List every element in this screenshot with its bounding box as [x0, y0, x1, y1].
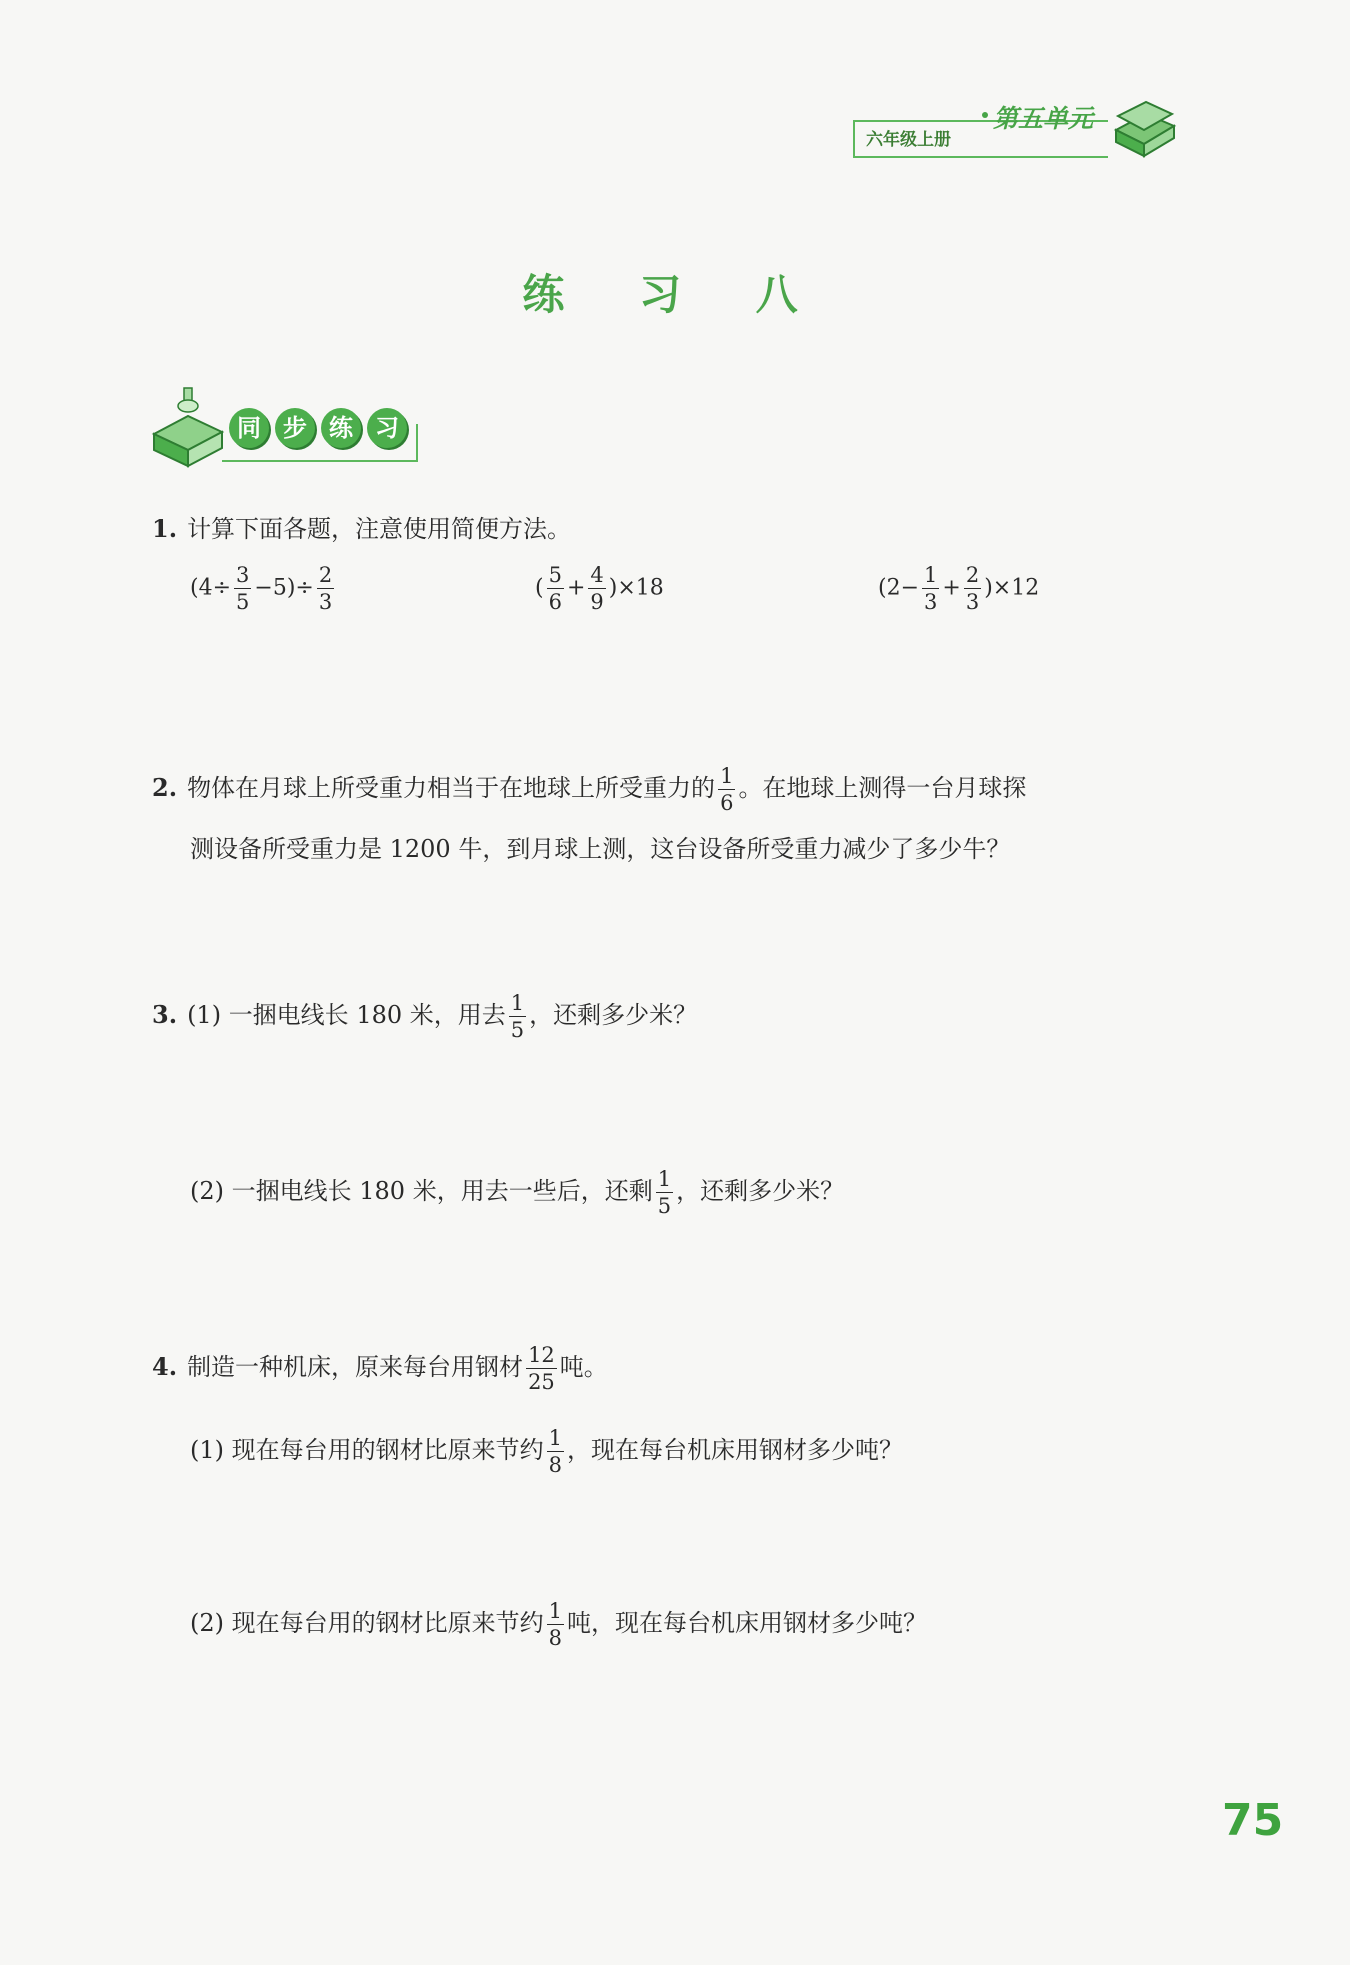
expr-text: −5)÷ — [254, 575, 314, 601]
question-2 — [152, 763, 1026, 816]
fraction: $\frac{5}{6}$ — [548, 563, 562, 614]
expr-text: (2− — [878, 575, 920, 601]
question-4-part-2 — [190, 1598, 927, 1651]
section-badge — [229, 408, 407, 448]
expression-3 — [878, 562, 1039, 615]
unit-label: 第五单元 — [993, 104, 1094, 133]
expression-2 — [535, 562, 664, 615]
question-number: 1. — [152, 514, 178, 543]
question-number: 2. — [152, 773, 178, 802]
expr-text: (4÷ — [190, 575, 232, 601]
books-icon — [1108, 92, 1178, 162]
question-text: 吨，现在每台机床用钢材多少吨？ — [567, 1609, 927, 1637]
badge-char: 习 — [367, 408, 407, 448]
question-text: 物体在月球上所受重力相当于在地球上所受重力的 — [187, 774, 716, 802]
expr-text: + — [566, 575, 586, 601]
badge-char: 同 — [229, 408, 269, 448]
fraction: $\frac{4}{9}$ — [590, 563, 604, 614]
question-text: 吨。 — [559, 1353, 608, 1381]
question-text: (1) 现在每台用的钢材比原来节约 — [190, 1436, 544, 1464]
fraction: $\frac{1}{8}$ — [548, 1599, 562, 1650]
fraction: $\frac{1}{5}$ — [657, 1167, 672, 1218]
question-text: ，还剩多少米？ — [529, 1001, 698, 1029]
fraction: $\frac{2}{3}$ — [965, 563, 980, 614]
question-text: 制造一种机床，原来每台用钢材 — [187, 1353, 524, 1381]
fraction: $\frac{1}{8}$ — [548, 1426, 562, 1477]
fraction: $\frac{1}{3}$ — [924, 563, 938, 614]
fraction: $\frac{3}{5}$ — [236, 563, 250, 614]
question-3-part-2 — [190, 1166, 844, 1219]
question-text: (1) 一捆电线长 180 米，用去 — [187, 1001, 506, 1029]
fraction: $\frac{1}{6}$ — [720, 764, 734, 815]
question-text: 。在地球上测得一台月球探 — [738, 774, 1027, 802]
fraction: $\frac{2}{3}$ — [318, 563, 333, 614]
badge-edge — [416, 424, 418, 462]
question-text: (2) 现在每台用的钢材比原来节约 — [190, 1609, 544, 1637]
fraction: $\frac{12}{25}$ — [528, 1343, 555, 1394]
question-text: ，还剩多少米？ — [676, 1177, 845, 1205]
question-text: (2) 一捆电线长 180 米，用去一些后，还剩 — [190, 1177, 653, 1205]
page-number: 75 — [1222, 1795, 1284, 1846]
header-dot — [982, 112, 988, 118]
badge-underline — [222, 460, 418, 462]
expr-text: + — [942, 575, 961, 601]
question-3-part-1 — [152, 990, 697, 1043]
fraction: $\frac{1}{5}$ — [510, 991, 525, 1042]
badge-char: 练 — [321, 408, 361, 448]
question-number: 4. — [152, 1352, 178, 1381]
expr-text: ( — [535, 575, 544, 601]
badge-char: 步 — [275, 408, 315, 448]
expr-text: )×12 — [984, 575, 1040, 601]
section-books-icon — [148, 386, 228, 472]
grade-label: 六年级上册 — [866, 130, 951, 150]
question-4-part-1 — [190, 1425, 903, 1478]
question-4 — [152, 1342, 608, 1395]
question-text: ，现在每台机床用钢材多少吨？ — [567, 1436, 903, 1464]
question-number: 3. — [152, 1000, 178, 1029]
page-title: 练 习 八 — [522, 270, 828, 319]
question-text: 计算下面各题，注意使用简便方法。 — [187, 515, 572, 543]
expression-1 — [190, 562, 337, 615]
question-1 — [152, 512, 571, 546]
question-2-line-2: 测设备所受重力是 1200 牛，到月球上测，这台设备所受重力减少了多少牛？ — [190, 835, 1011, 863]
expr-text: )×18 — [608, 575, 664, 601]
